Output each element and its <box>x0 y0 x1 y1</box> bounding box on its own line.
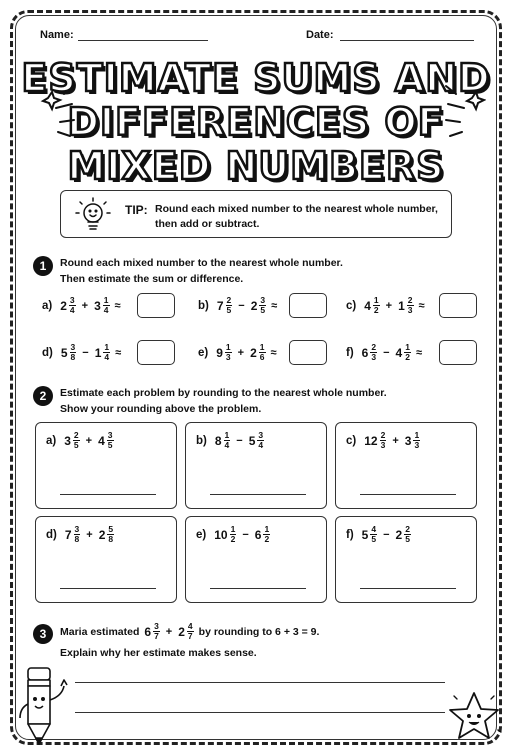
s2-problem-e: e) 10 $\frac{1}{2}$ − 6 $\frac{1}{2}$ <box>196 524 270 544</box>
s2-answer-line-b[interactable] <box>210 494 306 495</box>
s1-answer-a[interactable] <box>137 293 175 318</box>
s1-problem-f: f) 6 $\frac{2}{3}$ − 4 $\frac{1}{2}$ ≈ <box>346 342 422 362</box>
lightbulb-icon <box>73 196 113 234</box>
s1-problem-b: b) 7 $\frac{2}{5}$ − 2 $\frac{3}{5}$ ≈ <box>198 295 278 315</box>
sparkle-burst-icon <box>440 80 486 144</box>
title-line-1: ESTIMATE SUMS AND <box>21 56 491 100</box>
s2-card-f[interactable] <box>335 516 477 603</box>
section-1-instructions: Round each mixed number to the nearest whole number. Then estimate the sum or difference. <box>60 257 343 285</box>
tip-box <box>60 190 452 238</box>
s2-problem-c: c) 12 $\frac{2}{3}$ + 3 $\frac{1}{3}$ <box>346 430 420 450</box>
s2-answer-line-e[interactable] <box>210 588 306 589</box>
date-label: Date: <box>306 29 334 41</box>
s2-card-b[interactable] <box>185 422 327 509</box>
star-mascot-icon <box>446 690 502 744</box>
section-3-badge: 3 <box>33 624 53 644</box>
pencil-mascot-icon <box>16 664 72 748</box>
s1-answer-c[interactable] <box>439 293 477 318</box>
s2-card-e[interactable] <box>185 516 327 603</box>
s1-problem-e: e) 9 $\frac{1}{3}$ + 2 $\frac{1}{6}$ ≈ <box>198 342 277 362</box>
s1-problem-a: a) 2 $\frac{3}{4}$ + 3 $\frac{1}{4}$ ≈ <box>42 295 121 315</box>
s2-answer-line-f[interactable] <box>360 588 456 589</box>
section-3-line2: Explain why her estimate makes sense. <box>60 647 257 659</box>
s1-problem-c: c) 4 $\frac{1}{2}$ + 1 $\frac{2}{3}$ ≈ <box>346 295 425 315</box>
s2-problem-b: b) 8 $\frac{1}{4}$ − 5 $\frac{3}{4}$ <box>196 430 264 450</box>
s2-answer-line-a[interactable] <box>60 494 156 495</box>
s2-card-a[interactable] <box>35 422 177 509</box>
section-2-badge: 2 <box>33 386 53 406</box>
s2-problem-a: a) 3 $\frac{2}{5}$ + 4 $\frac{3}{5}$ <box>46 430 113 450</box>
s1-answer-f[interactable] <box>439 340 477 365</box>
s1-problem-d: d) 5 $\frac{3}{8}$ − 1 $\frac{1}{4}$ ≈ <box>42 342 122 362</box>
tip-text: Round each mixed number to the nearest whole number, then add or subtract. <box>155 203 438 230</box>
section-1-badge: 1 <box>33 256 53 276</box>
s1-answer-b[interactable] <box>289 293 327 318</box>
writing-line-2[interactable] <box>75 712 445 713</box>
s1-answer-e[interactable] <box>289 340 327 365</box>
header-row <box>38 27 474 45</box>
name-label: Name: <box>40 29 74 41</box>
tip-label: TIP: <box>125 203 148 217</box>
s2-problem-f: f) 5 $\frac{4}{5}$ − 2 $\frac{2}{5}$ <box>346 524 410 544</box>
s1-answer-d[interactable] <box>137 340 175 365</box>
section-2-instructions: Estimate each problem by rounding to the nearest whole number. Show your rounding above the problem. <box>60 387 387 415</box>
s2-card-d[interactable] <box>35 516 177 603</box>
sparkle-burst-icon <box>34 80 80 144</box>
s2-answer-line-c[interactable] <box>360 494 456 495</box>
section-3-question: Maria estimated 6 $\frac{3}{7}$ + 2 $\frac{4}{7}$ by rounding to 6 + 3 = 9. <box>60 621 320 641</box>
name-field[interactable] <box>78 40 208 41</box>
s2-card-c[interactable] <box>335 422 477 509</box>
s2-problem-d: d) 7 $\frac{3}{8}$ + 2 $\frac{5}{8}$ <box>46 524 114 544</box>
title-line-3: MIXED NUMBERS <box>67 144 445 188</box>
writing-line-1[interactable] <box>75 682 445 683</box>
s2-answer-line-d[interactable] <box>60 588 156 589</box>
title-line-2: DIFFERENCES OF <box>67 100 445 144</box>
date-field[interactable] <box>340 40 474 41</box>
